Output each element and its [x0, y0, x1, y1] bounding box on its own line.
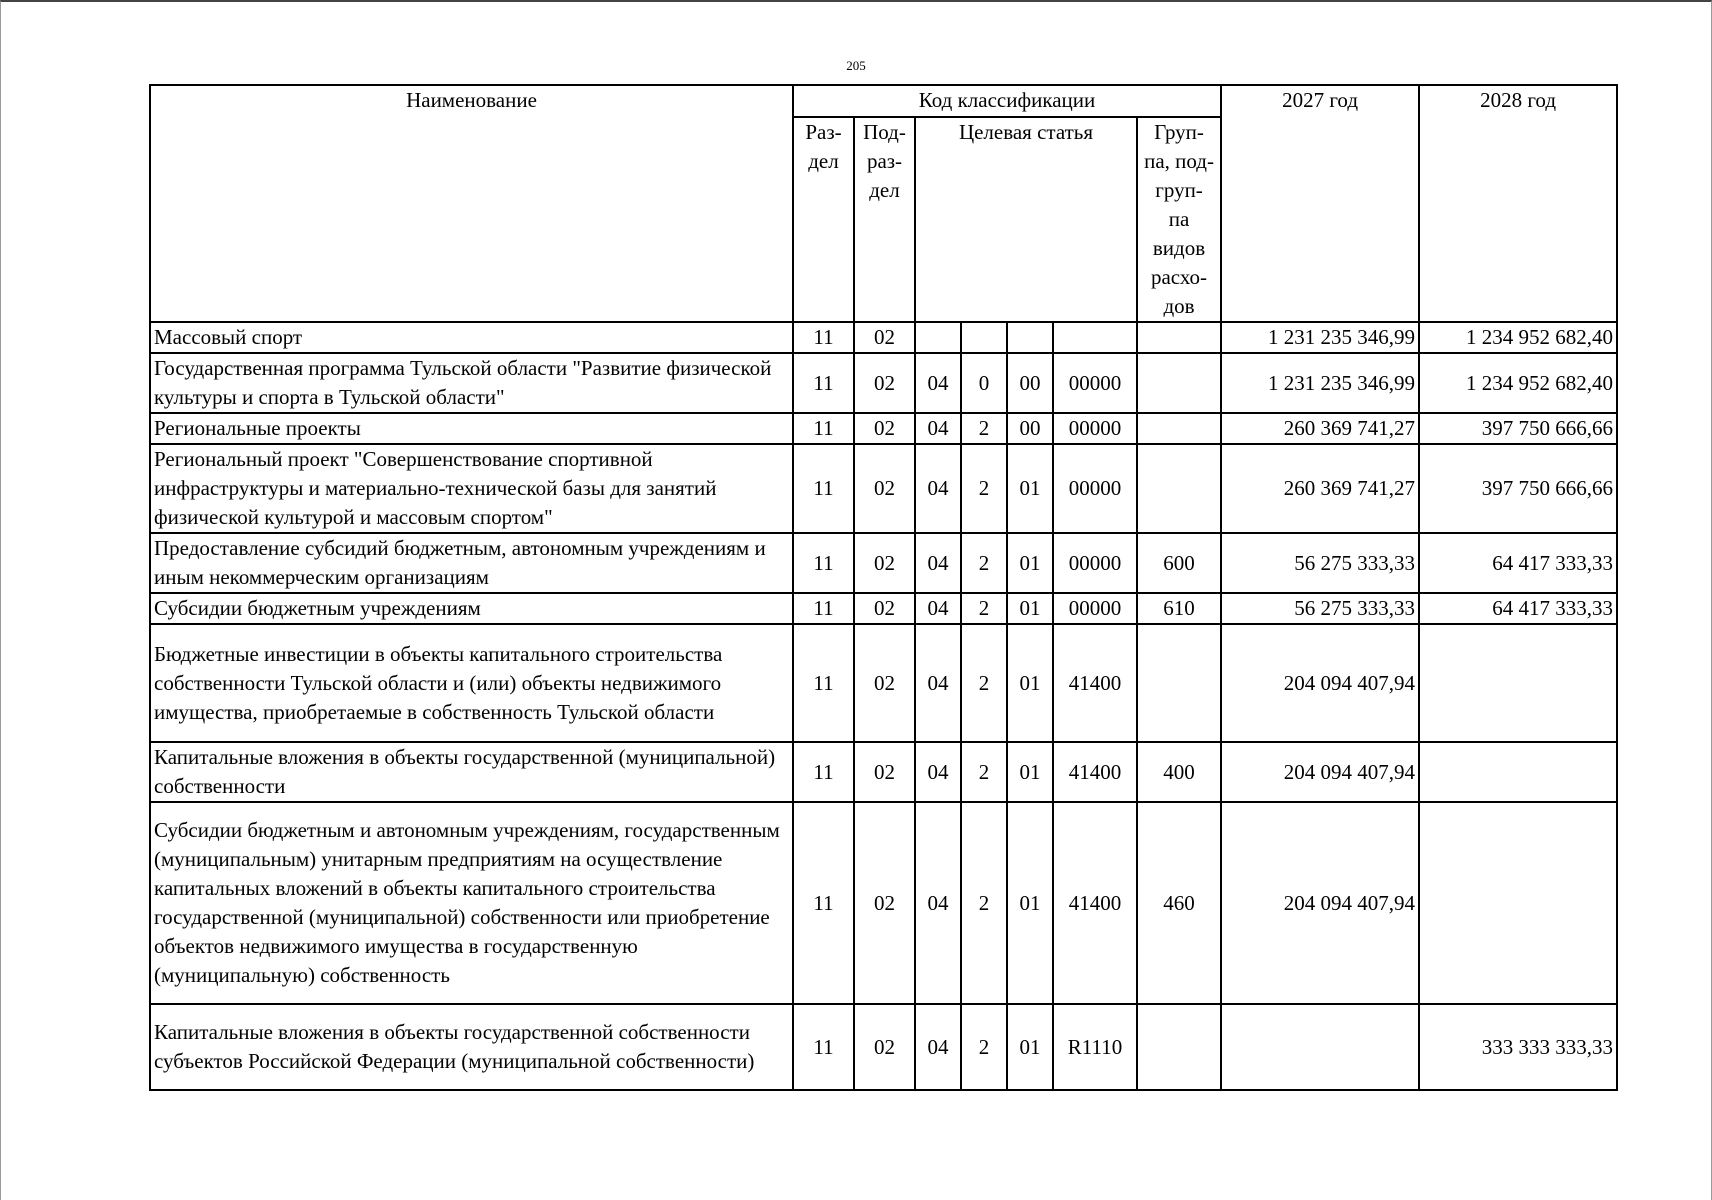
- subsection-code: 02: [854, 624, 915, 742]
- table-row: [150, 1004, 1617, 1090]
- amount-2027: 260 369 741,27: [1221, 413, 1419, 444]
- program-code: 04: [915, 413, 961, 444]
- table-row: [150, 444, 1617, 533]
- amount-2028: [1419, 624, 1617, 742]
- expense-group-code: [1137, 624, 1221, 742]
- event-code: 01: [1007, 802, 1053, 1004]
- row-name: Региональный проект "Совершенствование спортивной инфраструктуры и материально-технической базы для занятий физической культурой и массовым спортом": [150, 444, 793, 533]
- header-year-2027: 2027 год: [1221, 85, 1419, 322]
- amount-2027: 56 275 333,33: [1221, 593, 1419, 624]
- section-code: 11: [793, 1004, 854, 1090]
- program-code: 04: [915, 593, 961, 624]
- expense-group-code: [1137, 444, 1221, 533]
- direction-code: 41400: [1053, 742, 1137, 802]
- amount-2027: 260 369 741,27: [1221, 444, 1419, 533]
- table-row: [150, 624, 1617, 742]
- row-name: Субсидии бюджетным учреждениям: [150, 593, 793, 624]
- section-code: 11: [793, 742, 854, 802]
- amount-2027: 56 275 333,33: [1221, 533, 1419, 593]
- expense-group-code: [1137, 1004, 1221, 1090]
- amount-2028: [1419, 742, 1617, 802]
- expense-group-code: 400: [1137, 742, 1221, 802]
- subsection-code: 02: [854, 742, 915, 802]
- direction-code: 00000: [1053, 593, 1137, 624]
- direction-code: 00000: [1053, 444, 1137, 533]
- header-year-2028: 2028 год: [1419, 85, 1617, 322]
- amount-2027: 204 094 407,94: [1221, 742, 1419, 802]
- amount-2028: 64 417 333,33: [1419, 593, 1617, 624]
- table-row: [150, 353, 1617, 413]
- expense-group-code: [1137, 353, 1221, 413]
- subsection-code: 02: [854, 593, 915, 624]
- event-code: 00: [1007, 353, 1053, 413]
- subprogram-code: 2: [961, 593, 1007, 624]
- direction-code: 41400: [1053, 802, 1137, 1004]
- event-code: 01: [1007, 593, 1053, 624]
- expense-group-code: 600: [1137, 533, 1221, 593]
- section-code: 11: [793, 624, 854, 742]
- amount-2028: 333 333 333,33: [1419, 1004, 1617, 1090]
- section-code: 11: [793, 593, 854, 624]
- program-code: 04: [915, 1004, 961, 1090]
- row-name: Капитальные вложения в объекты государственной собственности субъектов Российской Федерации (муниципальной собственности): [150, 1004, 793, 1090]
- table-row: [150, 593, 1617, 624]
- row-name: Массовый спорт: [150, 322, 793, 353]
- header-target-article: Целевая статья: [915, 117, 1137, 322]
- amount-2028: [1419, 802, 1617, 1004]
- row-name: Государственная программа Тульской области "Развитие физической культуры и спорта в Тульской области": [150, 353, 793, 413]
- amount-2028: 1 234 952 682,40: [1419, 322, 1617, 353]
- subsection-code: 02: [854, 353, 915, 413]
- direction-code: 41400: [1053, 624, 1137, 742]
- table-row: [150, 742, 1617, 802]
- row-name: Субсидии бюджетным и автономным учреждениям, государственным (муниципальным) унитарным предприятиям на осуществление капитальных вложений в объекты капитального строительства государственной (муниципальной) собственности или приобретение объектов недвижимого имущества в государственную (муниципальную) собственность: [150, 802, 793, 1004]
- event-code: [1007, 322, 1053, 353]
- event-code: 01: [1007, 1004, 1053, 1090]
- subprogram-code: 2: [961, 624, 1007, 742]
- row-name: Бюджетные инвестиции в объекты капитального строительства собственности Тульской области и (или) объекты недвижимого имущества, приобретаемые в собственность Тульской области: [150, 624, 793, 742]
- header-name: Наименование: [150, 85, 793, 322]
- table-row: [150, 802, 1617, 1004]
- header-subsection: Под- раз- дел: [854, 117, 915, 322]
- section-code: 11: [793, 413, 854, 444]
- subsection-code: 02: [854, 322, 915, 353]
- program-code: 04: [915, 624, 961, 742]
- event-code: 01: [1007, 624, 1053, 742]
- subsection-code: 02: [854, 413, 915, 444]
- program-code: 04: [915, 802, 961, 1004]
- table-body: [150, 322, 1617, 1090]
- section-code: 11: [793, 533, 854, 593]
- amount-2027: 204 094 407,94: [1221, 624, 1419, 742]
- program-code: 04: [915, 533, 961, 593]
- expense-group-code: [1137, 322, 1221, 353]
- subprogram-code: 2: [961, 444, 1007, 533]
- amount-2027: [1221, 1004, 1419, 1090]
- direction-code: R1110: [1053, 1004, 1137, 1090]
- expense-group-code: [1137, 413, 1221, 444]
- table-row: [150, 413, 1617, 444]
- section-code: 11: [793, 444, 854, 533]
- budget-table: [149, 84, 1618, 1091]
- program-code: 04: [915, 353, 961, 413]
- direction-code: [1053, 322, 1137, 353]
- subsection-code: 02: [854, 802, 915, 1004]
- expense-group-code: 460: [1137, 802, 1221, 1004]
- direction-code: 00000: [1053, 533, 1137, 593]
- amount-2027: 1 231 235 346,99: [1221, 322, 1419, 353]
- subprogram-code: 0: [961, 353, 1007, 413]
- subprogram-code: 2: [961, 533, 1007, 593]
- subprogram-code: 2: [961, 1004, 1007, 1090]
- subsection-code: 02: [854, 1004, 915, 1090]
- subprogram-code: 2: [961, 413, 1007, 444]
- subsection-code: 02: [854, 533, 915, 593]
- header-section: Раз- дел: [793, 117, 854, 322]
- direction-code: 00000: [1053, 413, 1137, 444]
- amount-2028: 397 750 666,66: [1419, 413, 1617, 444]
- event-code: 01: [1007, 444, 1053, 533]
- section-code: 11: [793, 802, 854, 1004]
- amount-2028: 64 417 333,33: [1419, 533, 1617, 593]
- section-code: 11: [793, 353, 854, 413]
- amount-2028: 397 750 666,66: [1419, 444, 1617, 533]
- program-code: [915, 322, 961, 353]
- subprogram-code: 2: [961, 802, 1007, 1004]
- row-name: Капитальные вложения в объекты государственной (муниципальной) собственности: [150, 742, 793, 802]
- subprogram-code: [961, 322, 1007, 353]
- row-name: Региональные проекты: [150, 413, 793, 444]
- header-classification: Код классификации: [793, 85, 1221, 117]
- subprogram-code: 2: [961, 742, 1007, 802]
- expense-group-code: 610: [1137, 593, 1221, 624]
- subsection-code: 02: [854, 444, 915, 533]
- amount-2027: 1 231 235 346,99: [1221, 353, 1419, 413]
- header-expense-group: Груп- па, под- груп- па видов расхо- дов: [1137, 117, 1221, 322]
- table-row: [150, 533, 1617, 593]
- page-number: 205: [846, 58, 866, 73]
- event-code: 00: [1007, 413, 1053, 444]
- table-row: [150, 322, 1617, 353]
- program-code: 04: [915, 444, 961, 533]
- event-code: 01: [1007, 533, 1053, 593]
- table-header: [150, 85, 1617, 322]
- amount-2027: 204 094 407,94: [1221, 802, 1419, 1004]
- program-code: 04: [915, 742, 961, 802]
- direction-code: 00000: [1053, 353, 1137, 413]
- row-name: Предоставление субсидий бюджетным, автономным учреждениям и иным некоммерческим организациям: [150, 533, 793, 593]
- amount-2028: 1 234 952 682,40: [1419, 353, 1617, 413]
- section-code: 11: [793, 322, 854, 353]
- event-code: 01: [1007, 742, 1053, 802]
